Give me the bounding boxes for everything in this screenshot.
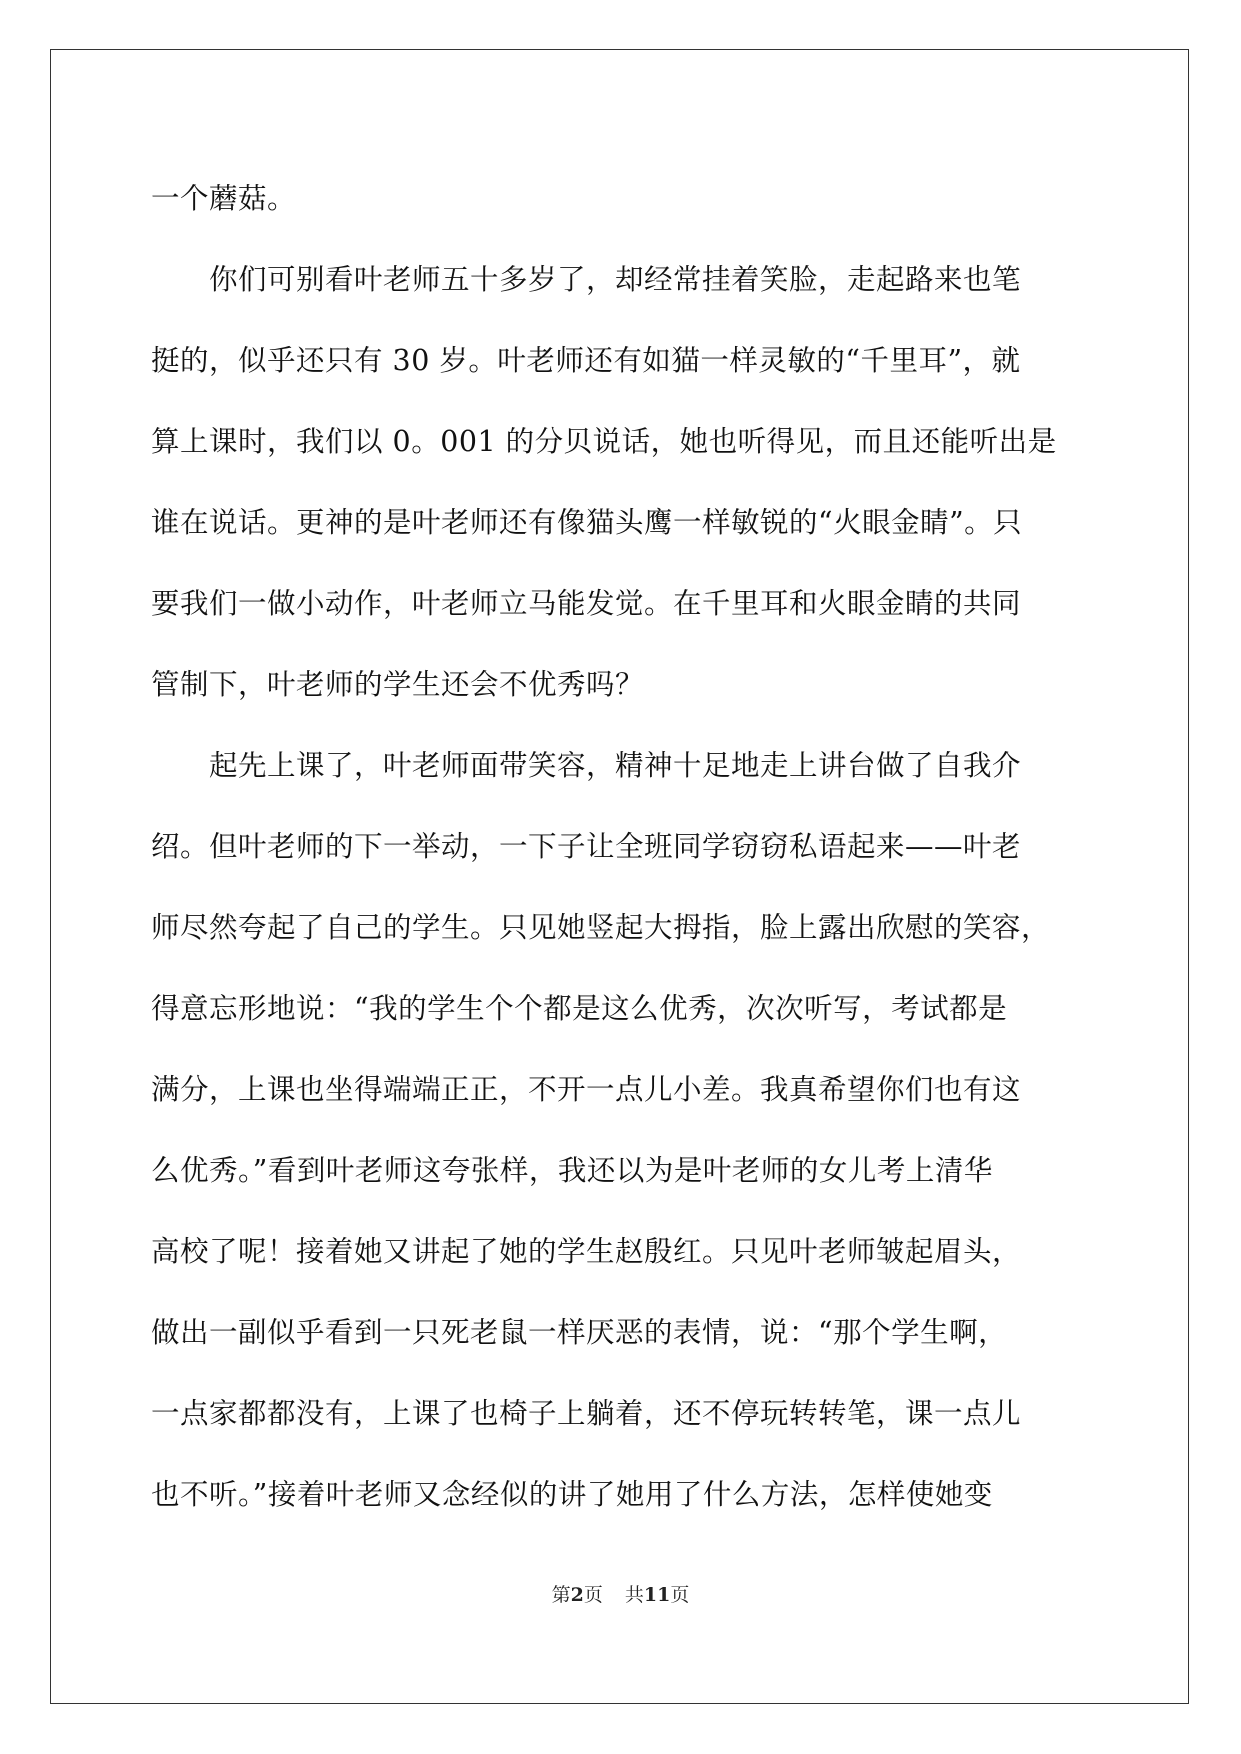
- page-number-suffix: 页: [583, 1584, 603, 1606]
- page-number: 2: [570, 1584, 584, 1606]
- page-footer: [0, 1580, 1241, 1607]
- document-body: [151, 158, 1091, 1535]
- page-total-prefix: 共: [624, 1584, 644, 1606]
- text-line: 满分，上课也坐得端端正正，不开一点儿小差。我真希望你们也有这: [151, 1073, 1022, 1106]
- text-line: 你们可别看叶老师五十多岁了，却经常挂着笑脸，走起路来也笔: [151, 263, 1022, 296]
- text-line: 绍。但叶老师的下一举动，一下子让全班同学窃窃私语起来——叶老: [151, 830, 1022, 863]
- text-line: 得意忘形地说：“我的学生个个都是这么优秀，次次听写，考试都是: [151, 992, 1008, 1025]
- text-line: 高校了呢！接着她又讲起了她的学生赵殷红。只见叶老师皱起眉头，: [151, 1235, 1022, 1268]
- text-line: 挺的，似乎还只有 30 岁。叶老师还有如猫一样灵敏的“千里耳”，就: [151, 344, 1021, 377]
- text-line: 么优秀。”看到叶老师这夸张样，我还以为是叶老师的女儿考上清华: [151, 1154, 993, 1187]
- text-line: 做出一副似乎看到一只死老鼠一样厌恶的表情，说：“那个学生啊，: [151, 1316, 1008, 1349]
- page-total-suffix: 页: [670, 1584, 690, 1606]
- text-line: 也不听。”接着叶老师又念经似的讲了她用了什么方法，怎样使她变: [151, 1478, 993, 1511]
- text-line: 要我们一做小动作，叶老师立马能发觉。在千里耳和火眼金睛的共同: [151, 587, 1022, 620]
- page-total: 11: [643, 1584, 671, 1606]
- page-number-prefix: 第: [551, 1584, 571, 1606]
- text-line: 一个蘑菇。: [151, 182, 297, 215]
- text-line: 起先上课了，叶老师面带笑容，精神十足地走上讲台做了自我介: [151, 749, 1022, 782]
- text-line: 谁在说话。更神的是叶老师还有像猫头鹰一样敏锐的“火眼金睛”。只: [151, 506, 1023, 539]
- text-line: 算上课时，我们以 0。001 的分贝说话，她也听得见，而且还能听出是: [151, 425, 1057, 458]
- text-line: 一点家都都没有，上课了也椅子上躺着，还不停玩转转笔，课一点儿: [151, 1397, 1022, 1430]
- text-line: 管制下，叶老师的学生还会不优秀吗？: [151, 668, 645, 701]
- text-line: 师尽然夸起了自己的学生。只见她竖起大拇指，脸上露出欣慰的笑容，: [151, 911, 1051, 944]
